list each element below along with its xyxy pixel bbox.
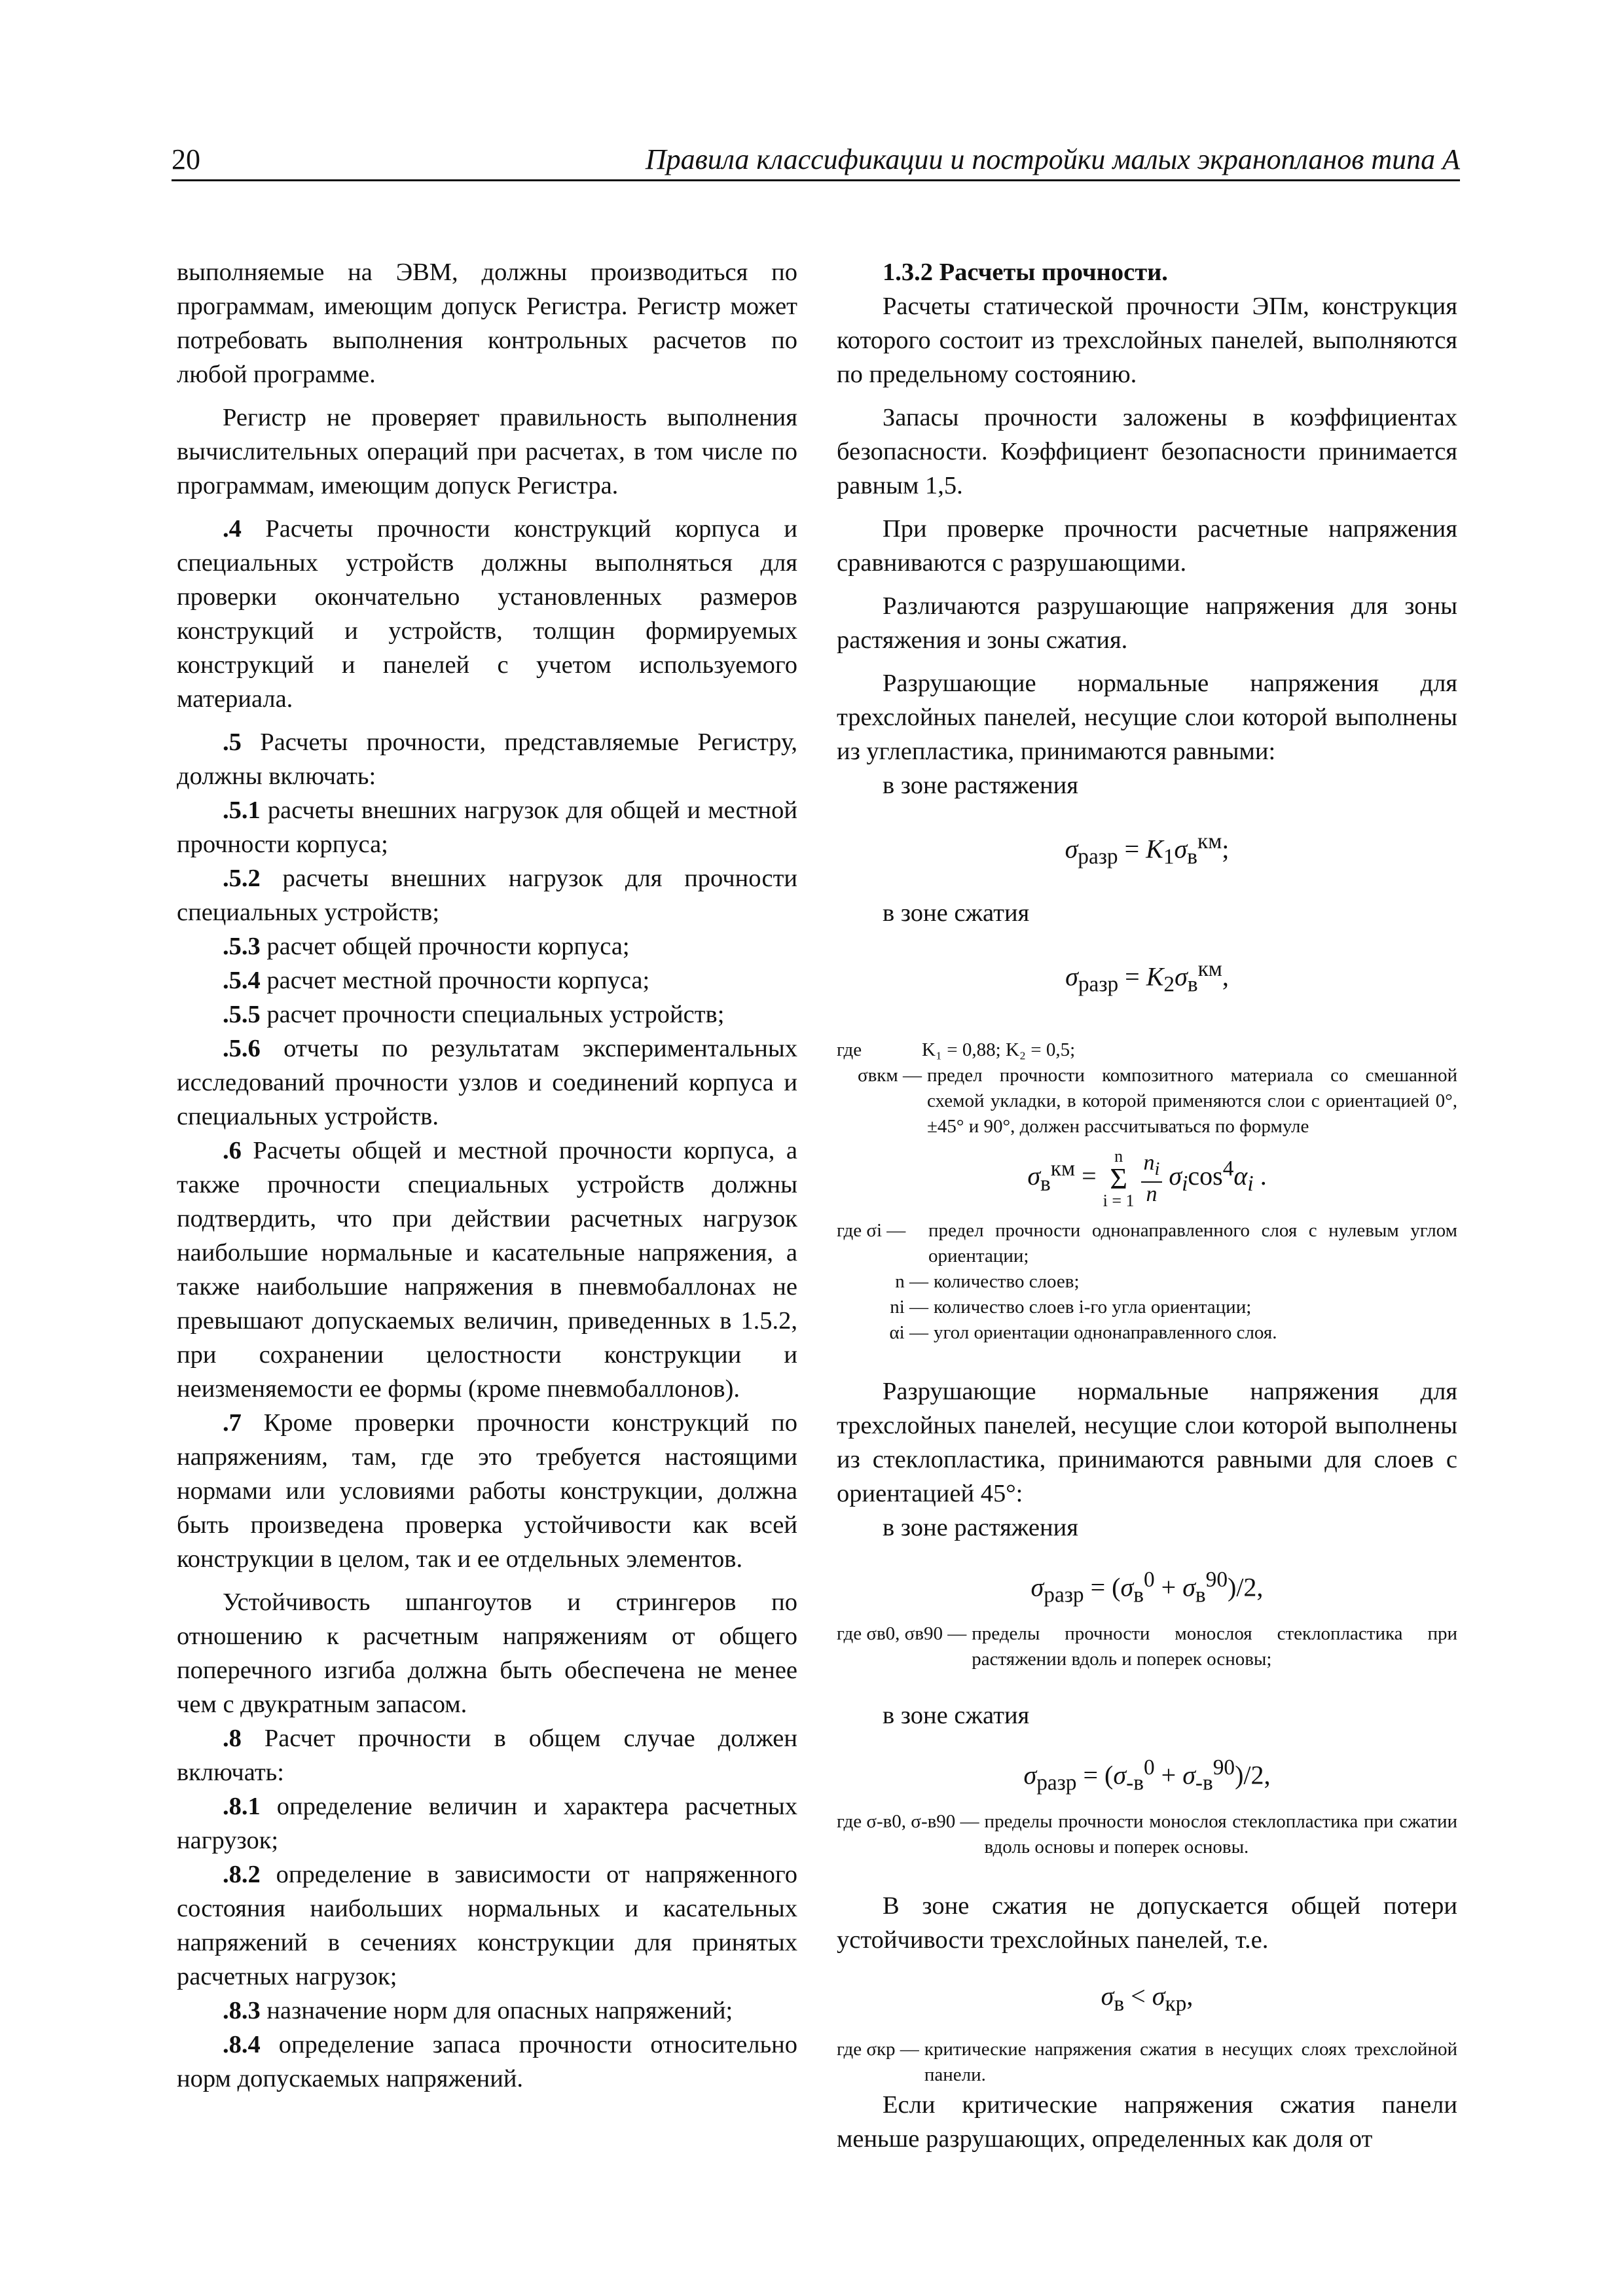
clause-text: назначение норм для опасных напряжений;: [260, 1997, 733, 2024]
note-term: где σ-в0, σ-в90 —: [837, 1811, 979, 1833]
note-block: [837, 1621, 1457, 1672]
clause-7: [177, 1406, 797, 1576]
note-where: где: [837, 1039, 862, 1060]
clause-number: .8.4: [223, 2031, 261, 2058]
clause-text: Расчет прочности в общем случае должен включать:: [177, 1725, 797, 1786]
paragraph: Расчеты статической прочности ЭПм, конструкция которого состоит из трехслойных панелей, выполняются по предельному состоянию.: [837, 293, 1457, 388]
paragraph: В зоне сжатия не допускается общей потери устойчивости трехслойных панелей, т.е.: [837, 1892, 1457, 1954]
note-block: [837, 2037, 1457, 2088]
clause-8-3: [177, 1994, 797, 2028]
note-block: [837, 1037, 1457, 1139]
clause-number: .8.2: [223, 1861, 261, 1888]
clause-text: расчеты внешних нагрузок для прочности специальных устройств;: [177, 865, 797, 926]
clause-text: Расчеты прочности, представляемые Регистру, должны включать:: [177, 728, 797, 790]
paragraph: При проверке прочности расчетные напряжения сравниваются с разрушающими.: [837, 515, 1457, 577]
note-desc: пределы прочности монослоя стеклопластика при сжатии вдоль основы и поперек основы.: [984, 1811, 1457, 1858]
note-term: αi —: [889, 1321, 928, 1343]
clause-5-4: [177, 963, 797, 997]
note-term: где σв0, σв90 —: [837, 1623, 967, 1644]
running-title: Правила классификации и постройки малых экранопланов типа А: [645, 143, 1460, 175]
paragraph: выполняемые на ЭВМ, должны производиться по программам, имеющим допуск Регистра. Регистр может потребовать выполнения контрольных расчетов по любой программе.: [177, 259, 797, 388]
clause-5-5: [177, 997, 797, 1031]
clause-text: расчеты внешних нагрузок для общей и местной прочности корпуса;: [177, 797, 797, 858]
clause-text: Кроме проверки прочности конструкций по напряжениям, там, где это требуется настоящими нормами или условиями работы конструкции, должна быть произведена проверка устойчивости как всей конструкции в целом, так и ее отдельных элементов.: [177, 1409, 797, 1573]
clause-text: определение в зависимости от напряженного состояния наибольших нормальных и касательных напряжений в сечениях конструкции для принятых расчетных нагрузок;: [177, 1861, 797, 1990]
note-desc: критические напряжения сжатия в несущих слоях трехслойной панели.: [924, 2039, 1457, 2086]
formula-tension-glass: $\sigma_{разр} = (\sigma_в^0 + \sigma_в^{90})/2$,: [1030, 1567, 1264, 1607]
zone-label: в зоне растяжения: [883, 772, 1078, 799]
clause-text: отчеты по результатам экспериментальных исследований прочности узлов и соединений корпуса и специальных устройств.: [177, 1035, 797, 1130]
clause-text: определение запаса прочности относительно норм допускаемых напряжений.: [177, 2031, 797, 2092]
clause-5-1: [177, 793, 797, 861]
zone-label: в зоне сжатия: [883, 1701, 1030, 1729]
clause-number: .8: [223, 1725, 242, 1752]
paragraph: Если критические напряжения сжатия панели меньше разрушающих, определенных как доля от: [837, 2091, 1457, 2153]
formula-compression-carbon: $\sigma_{разр} = K_2\sigma_в^{км}$,: [1065, 957, 1229, 997]
clause-8: [177, 1721, 797, 1789]
clause-number: .5.5: [223, 1001, 261, 1028]
clause-8-2: [177, 1857, 797, 1994]
left-column: [177, 255, 797, 2096]
clause-number: .5: [223, 728, 242, 756]
note-desc: угол ориентации однонаправленного слоя.: [934, 1321, 1277, 1343]
note-term: σвкм —: [857, 1064, 922, 1086]
paragraph: Разрушающие нормальные напряжения для трехслойных панелей, несущие слои которой выполнены из стеклопластика, принимаются равными для слоев с ориентацией 45°:: [837, 1377, 1457, 1507]
clause-text: определение величин и характера расчетных нагрузок;: [177, 1793, 797, 1854]
page-header: [172, 143, 1460, 181]
paragraph: Устойчивость шпангоутов и стрингеров по отношению к расчетным напряжениям от общего поперечного изгиба должна быть обеспечена не менее чем с двукратным запасом.: [177, 1588, 797, 1718]
zone-label: в зоне сжатия: [883, 899, 1030, 927]
note-desc: предел прочности композитного материала со смешанной схемой укладки, в которой применяются слои с ориентацией 0°, ±45° и 90°, должен рассчитываться по формуле: [927, 1064, 1457, 1137]
clause-5-2: [177, 861, 797, 929]
clause-text: Расчеты общей и местной прочности корпуса, а также прочности специальных устройств должны подтвердить, что при действии расчетных нагрузок наибольшие нормальные и касательные напряжения, а также наибольшие напряжения в пневмобаллонах не превышают допускаемых величин, приведенных в 1.5.2, при сохранении целостности конструкции и неизменяемости ее формы (кроме пневмобаллонов).: [177, 1137, 797, 1403]
note-block: [837, 1809, 1457, 1860]
formula-stability: $\sigma_в < \sigma_{кр}$,: [1101, 1981, 1194, 2017]
clause-number: .4: [223, 515, 242, 543]
section-title: 1.3.2 Расчеты прочности.: [883, 259, 1168, 286]
zone-label: в зоне растяжения: [883, 1513, 1078, 1541]
note-term: ni —: [890, 1296, 928, 1318]
clause-text: расчет местной прочности корпуса;: [260, 967, 650, 994]
page-number: 20: [172, 143, 200, 175]
clause-number: .5.6: [223, 1035, 261, 1062]
note-block-definitions: [837, 1218, 1457, 1346]
note-desc: количество слоев i-го угла ориентации;: [934, 1296, 1252, 1318]
clause-6: [177, 1134, 797, 1406]
clause-text: расчет общей прочности корпуса;: [260, 933, 630, 960]
clause-number: .5.1: [223, 797, 261, 824]
clause-4: [177, 512, 797, 716]
clause-number: .8.3: [223, 1997, 261, 2024]
note-term: n —: [895, 1270, 928, 1292]
clause-text: расчет прочности специальных устройств;: [260, 1001, 725, 1028]
note-term: где σкр —: [837, 2039, 919, 2060]
clause-5: [177, 725, 797, 793]
clause-8-4: [177, 2028, 797, 2096]
clause-number: .5.2: [223, 865, 261, 892]
clause-5-6: [177, 1031, 797, 1134]
paragraph: Запасы прочности заложены в коэффициентах безопасности. Коэффициент безопасности принимается равным 1,5.: [837, 404, 1457, 499]
note-desc: предел прочности однонаправленного слоя с нулевым углом ориентации;: [928, 1219, 1457, 1266]
formula-tension-carbon: $\sigma_{разр} = K_1\sigma_в^{км}$;: [1065, 829, 1230, 869]
formula-compression-glass: $\sigma_{разр} = (\sigma_{-в}^0 + \sigma_{-в}^{90})/2$,: [1023, 1755, 1271, 1795]
right-column: [837, 255, 1457, 2156]
paragraph: Разрушающие нормальные напряжения для трехслойных панелей, несущие слои которой выполнены из углепластика, принимаются равными:: [837, 670, 1457, 765]
formula-composite-strength: $\sigma_в^{км} = n$ Σ i = 1 $\frac{n_i}{n}$ $\sigma_i\cos^4\alpha_i$ .: [1027, 1146, 1267, 1210]
paragraph: Регистр не проверяет правильность выполнения вычислительных операций при расчетах, в том числе по программам, имеющим допуск Регистра.: [177, 404, 797, 499]
clause-5-3: [177, 929, 797, 963]
note-coefficients: K₁ = 0,88; K₂ = 0,5;: [922, 1039, 1076, 1060]
clause-number: .5.4: [223, 967, 261, 994]
note-desc: пределы прочности монослоя стеклопластика при растяжении вдоль и поперек основы;: [972, 1623, 1457, 1670]
clause-8-1: [177, 1789, 797, 1857]
paragraph: Различаются разрушающие напряжения для зоны растяжения и зоны сжатия.: [837, 592, 1457, 654]
clause-number: .5.3: [223, 933, 261, 960]
clause-number: .6: [223, 1137, 242, 1164]
clause-text: Расчеты прочности конструкций корпуса и специальных устройств должны выполняться для проверки окончательно установленных размеров конструкций и устройств, толщин формируемых конструкций и панелей с учетом используемого материала.: [177, 515, 797, 713]
note-term: где σi —: [837, 1219, 906, 1241]
note-desc: количество слоев;: [934, 1270, 1080, 1292]
clause-number: .8.1: [223, 1793, 261, 1820]
clause-number: .7: [223, 1409, 242, 1437]
